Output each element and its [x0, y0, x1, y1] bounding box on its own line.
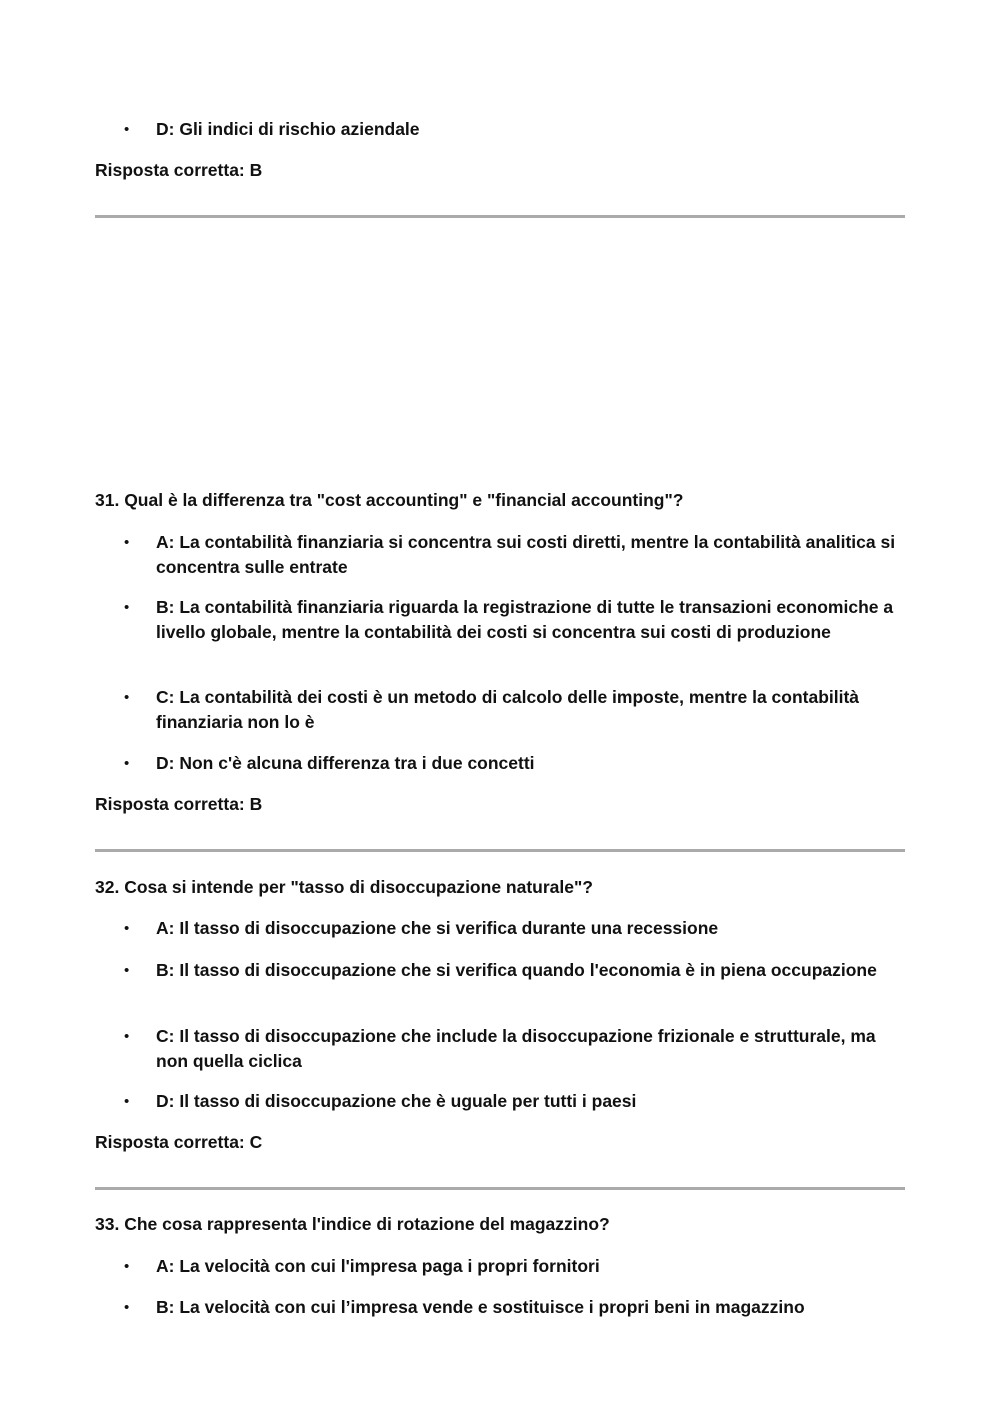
- option-d: • D: Il tasso di disoccupazione che è uguale per tutti i paesi: [95, 1089, 907, 1114]
- option-d: • D: Non c'è alcuna differenza tra i due concetti: [95, 751, 907, 776]
- divider: [95, 1187, 905, 1190]
- divider: [95, 215, 905, 218]
- option-list-q30: [95, 117, 907, 142]
- option-b: • B: La contabilità finanziaria riguarda la registrazione di tutte le transazioni economiche a livello globale, mentre la contabilità dei costi si concentra sui costi di produzione: [95, 595, 907, 645]
- correct-answer-q31: Risposta corretta: B: [95, 794, 263, 814]
- question-32-title: 32. Cosa si intende per "tasso di disoccupazione naturale"?: [95, 877, 593, 897]
- correct-answer-q32: Risposta corretta: C: [95, 1132, 263, 1152]
- question-33-title: 33. Che cosa rappresenta l'indice di rotazione del magazzino?: [95, 1214, 610, 1234]
- option-a: • A: Il tasso di disoccupazione che si verifica durante una recessione: [95, 916, 907, 941]
- option-b: • B: La velocità con cui l’impresa vende e sostituisce i propri beni in magazzino: [95, 1295, 907, 1320]
- option-a: • A: La contabilità finanziaria si concentra sui costi diretti, mentre la contabilità analitica si concentra sulle entrate: [95, 530, 907, 580]
- question-31-title: 31. Qual è la differenza tra "cost accounting" e "financial accounting"?: [95, 490, 684, 510]
- option-a: • A: La velocità con cui l'impresa paga i propri fornitori: [95, 1254, 907, 1279]
- option-c: • C: Il tasso di disoccupazione che include la disoccupazione frizionale e strutturale, ma non quella ciclica: [95, 1024, 907, 1074]
- correct-answer-q30: Risposta corretta: B: [95, 160, 263, 180]
- option-b: • B: Il tasso di disoccupazione che si verifica quando l'economia è in piena occupazione: [95, 958, 907, 983]
- option-d: • D: Gli indici di rischio aziendale: [95, 117, 907, 142]
- option-c: • C: La contabilità dei costi è un metodo di calcolo delle imposte, mentre la contabilità finanziaria non lo è: [95, 685, 907, 735]
- divider: [95, 849, 905, 852]
